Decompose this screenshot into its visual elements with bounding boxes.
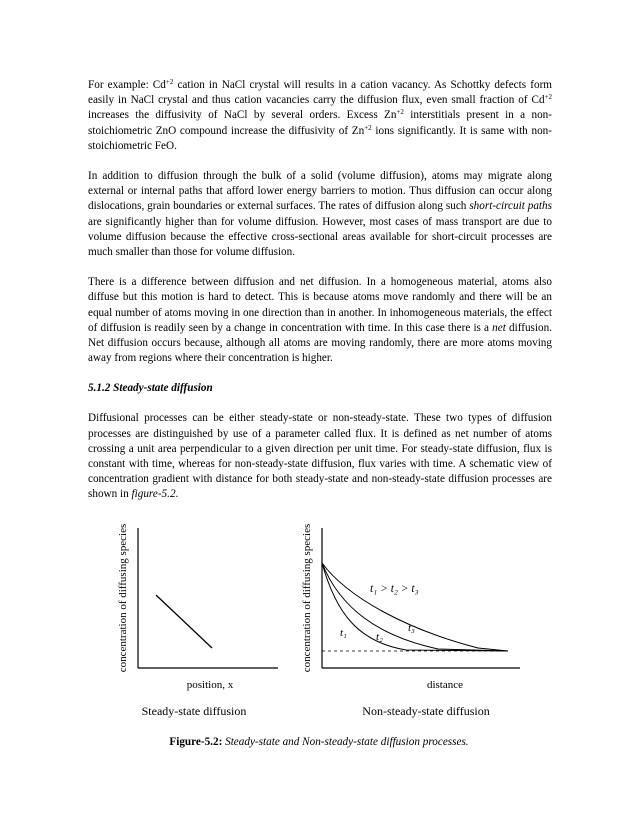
para1-text-3: increases the diffusivity of NaCl by several orders. Excess Zn	[88, 109, 397, 122]
para1-text-5: ions significantly. It is same with non-stoichiometric FeO.	[88, 124, 552, 152]
curve-t2	[322, 563, 508, 651]
para4-text-2: .	[175, 488, 179, 501]
para3-italic: net	[492, 321, 506, 334]
para2-text-1: In addition to diffusion through the bulk of a solid (volume diffusion), atoms may migrate along external or internal paths that afford lower energy barriers to motion. Thus diffusion can occur along dislocations, grain boundaries or external surfaces. The rates of diffusion along such	[88, 170, 552, 213]
caption-label: Figure-5.2:	[169, 736, 223, 748]
para1-text-1: For example: Cd	[88, 79, 166, 91]
superscript: +2	[364, 123, 372, 132]
t3-label: t₃	[408, 622, 415, 634]
curve-t1	[322, 563, 508, 651]
para1-text-2: cation in NaCl crystal will results in a cation vacancy. As Schottky defects form easily in NaCl crystal and thus cation vacancies carry the diffusion flux, even small fraction of Cd	[88, 79, 552, 107]
left-x-label: position, x	[186, 679, 234, 691]
page-body	[88, 78, 552, 518]
paragraph-cation-vacancy	[88, 78, 552, 154]
paragraph-flux	[88, 411, 552, 502]
left-title: Steady-state diffusion	[141, 704, 247, 718]
curve-t3	[322, 563, 508, 651]
t1-label: t₁	[340, 627, 347, 639]
non-steady-state-plot	[301, 524, 520, 718]
paragraph-net-diffusion	[88, 275, 552, 366]
right-y-label: concentration of diffusing species	[301, 523, 313, 673]
paragraph-short-circuit	[88, 169, 552, 260]
para4-text-1: Diffusional processes can be either steady-state or non-steady-state. These two types of diffusion processes are distinguished by use of a parameter called flux. It is defined as net number of atoms crossing a unit area perpendicular to a given direction per unit time. For steady-state diffusion, flux is constant with time, whereas for non-steady-state diffusion, flux varies with time. A schematic view of concentration gradient with distance for both steady-state and non-steady-state diffusion processes are shown in	[88, 412, 552, 501]
right-x-label: distance	[426, 679, 464, 691]
steady-state-plot	[117, 524, 278, 718]
caption-text: Steady-state and Non-steady-state diffusion processes.	[222, 736, 469, 748]
superscript: +2	[165, 78, 174, 86]
para1-text-4: interstitials present in a non-stoichiometric ZnO compound increase the diffusivity of Zn	[88, 109, 552, 137]
figure-caption	[0, 736, 638, 748]
section-heading: 5.1.2 Steady-state diffusion	[88, 382, 213, 395]
left-y-label: concentration of diffusing species	[117, 523, 129, 673]
t2-label: t₂	[376, 631, 383, 643]
superscript: +2	[544, 93, 552, 102]
para2-text-2: are significantly higher than for volume diffusion. However, most cases of mass transport are due to volume diffusion because the effective cross-sectional areas available for short-circuit processes are much smaller than those for volume diffusion.	[88, 215, 552, 259]
steady-state-gradient-line	[156, 595, 212, 648]
figure-svg	[108, 518, 528, 723]
right-title: Non-steady-state diffusion	[362, 704, 490, 718]
para2-italic: short-circuit paths	[469, 200, 552, 213]
figure-5-2	[108, 518, 528, 723]
para4-italic: figure-5.2	[131, 488, 176, 501]
para3-text-2: diffusion. Net diffusion occurs because, although all atoms are moving randomly, there are more atoms moving away from regions where their concentration is higher.	[88, 321, 552, 365]
time-relation-label: t₁ > t₂ > t₃	[370, 583, 419, 595]
para3-text-1: There is a difference between diffusion and net diffusion. In a homogeneous material, atoms also diffuse but this motion is hard to detect. This is because atoms move randomly and there will be an equal number of atoms moving in one direction than in another. In inhomogeneous materials, the effect of diffusion is readily seen by a change in concentration with time. In this case there is a	[88, 276, 552, 334]
superscript: +2	[396, 108, 404, 117]
